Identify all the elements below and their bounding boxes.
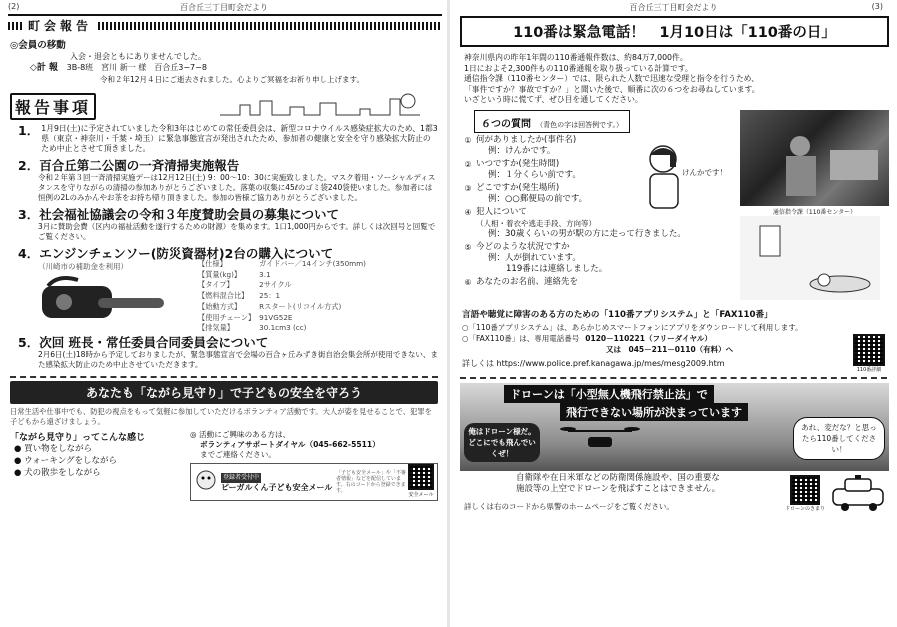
watch-banner: あなたも「ながら見守り」で子どもの安全を守ろう (10, 381, 438, 404)
qr-code-icon[interactable] (408, 464, 434, 490)
police-scene-illustration (740, 216, 880, 300)
chainsaw-illustration (38, 272, 168, 330)
item-number: 4． (18, 246, 40, 261)
drone-speech-right: あれ、変だな？と思ったら110番してください！ (793, 417, 885, 460)
spec-key: 【仕様】 (198, 259, 227, 269)
report-item-3 (18, 208, 448, 242)
page-header (450, 0, 897, 12)
photo-caption: 通信指令課（110番センター） (772, 208, 857, 216)
app-title: 言語や聴覚に障害のある方のための「110番アプリシステム」と「FAX110番」 (462, 309, 773, 320)
item-title: エンジンチェンソー(防災資器材)2台の購入について (39, 246, 334, 261)
list-item: ● 買い物をしながら (14, 444, 93, 454)
drone-line: 自衛隊や在日米軍などの防衛関係施設や、国の重要な (516, 472, 720, 483)
item-title: 百合丘第二公園の一斉清掃実施報告 (39, 158, 240, 173)
qr-caption: ドローンのきまり (785, 505, 825, 512)
report-item-4 (18, 247, 448, 334)
page-number: (2) (8, 2, 20, 11)
spec-key: 【タイプ】 (198, 280, 234, 290)
watch-list (14, 443, 190, 479)
membership-line: 入会・退会ともにありませんでした。 (70, 52, 206, 61)
obituary-label: ◇計 報 (30, 63, 59, 73)
mascot-icon (194, 468, 218, 496)
intro-line: 通信指令課（110番センター）では、限られた人数で迅速な受理と指令を行うため、 (464, 74, 759, 83)
spec-key: 【質量(kg)】 (198, 269, 242, 279)
item-number: 1． (18, 123, 40, 138)
drone-section (460, 383, 889, 515)
intro-text (464, 53, 887, 106)
spec-key: 【燃料混合比】 (198, 291, 249, 301)
questions-note: （青色の字は回答例です。） (536, 120, 624, 129)
divider (460, 377, 887, 379)
question-item: ① 何がありましたか(事件名) 例：けんかです。 (464, 134, 577, 156)
app-url[interactable]: 詳しくは https://www.police.pref.kanagawa.jp/mes/mesg2009.htm (462, 358, 725, 368)
question-item: ③ どこですか(発生場所) 例：○○郵便局の前です。 (464, 182, 588, 204)
item-number: 5． (18, 335, 40, 350)
contact-tail: までご連絡ください。 (200, 450, 276, 459)
item-body: 3月に賛助会費（区内の福祉活動を遂行するための財源）を集めます。1口1,000円からです。詳しくは次回号と回覧でご覧ください。 (38, 222, 436, 241)
spec-row (198, 313, 370, 324)
newsletter-title: 百合丘三丁目町会だより (180, 3, 268, 12)
contact-head: ◎ 活動にご興味のある方は、 (190, 430, 291, 439)
spec-value: Rスタート(リコイル方式) (259, 301, 342, 311)
app-line: ○「110番アプリシステム」は、あらかじめスマートフォンにアプリをダウンロードして利用します。 (462, 322, 803, 332)
mail-title: ピーガルくん子ども安全メール (221, 482, 333, 492)
qr-caption: 110番詳細 (856, 366, 882, 373)
cityscape-illustration (220, 93, 420, 117)
item-title: 次回 班長・常任委員合同委員会について (39, 335, 269, 350)
contact-name: ボランティアサポートダイヤル（045-662-5511） (200, 440, 380, 449)
membership-heading: ◎会員の移動 (10, 40, 66, 51)
watch-subhead: 「ながら見守り」ってこんな感じ (10, 433, 146, 443)
question-item: ⑤ 今どのような状況ですか 例：人が倒れています。 119番には連絡しました。 (464, 241, 608, 274)
questions-title: ６つの質問 (481, 118, 531, 130)
chainsaw-caption: （川崎市の補助金を利用） (38, 262, 128, 271)
spec-table (198, 259, 370, 334)
watch-contact (190, 430, 438, 501)
police-car-icon (829, 475, 887, 513)
fax-label: ○「FAX110番」は、専用電話番号 (462, 333, 580, 343)
answer-example: 例：けんかです。 (488, 145, 556, 156)
question-text: あなたのお名前、連絡先を (476, 276, 579, 287)
intro-line: 神奈川県内の昨年1年間の110番通報件数は、約84万7,000件。 (464, 53, 688, 62)
spec-value: 25：1 (259, 291, 281, 301)
speech-text: けんかです！ (682, 167, 727, 177)
intro-line: いざという時に慌てず、ぜひ目を通してください。 (464, 95, 643, 104)
watch-intro: 日常生活や仕事中でも、防犯の視点をもって気軽に参加していただけるボランティア活動です。大人が姿を見せることで、犯罪を子どもから遠ざけましょう。 (10, 407, 432, 426)
spec-key: 【始動方式】 (198, 301, 242, 311)
mail-badge: 登録者受付中 (223, 473, 260, 481)
section-title: 町会報告 (28, 19, 93, 33)
intro-line: 1日におよそ2,300件もの110番通報を取り扱っている計算です。 (464, 63, 693, 73)
list-item: ● 犬の散歩をしながら (14, 468, 101, 478)
question-text: 今どのような状況ですか (476, 241, 570, 252)
drone-banner-1: ドローンは「小型無人機飛行禁止法」で (504, 385, 714, 403)
spec-row (198, 270, 370, 281)
spec-value: 91VG52E (259, 312, 293, 322)
app-section (462, 308, 889, 373)
divider (10, 376, 438, 378)
answer-example: 例：１分くらい前です。 (488, 169, 581, 180)
questions-panel (460, 110, 740, 304)
answer-example: 119番には連絡しました。 (506, 263, 608, 274)
item-body: 2月6日(土)18時から予定しておりましたが、緊急事態宣言で会場の百合ヶ丘みずき街自治会集会所が使用できない、また感染拡大防止のため中止させていただきます。 (38, 350, 438, 369)
drone-speech-left: 俺はドローン様だ。どこにでも飛んでいくぜ！ (464, 423, 540, 462)
spec-value: 30.1cm3 (cc) (259, 323, 307, 333)
item-number: 3． (18, 207, 40, 222)
report-item-2 (18, 159, 448, 203)
report-heading-row (0, 91, 448, 119)
drone-footer: 詳しくは右のコードから県警のホームページをご覧ください。 (464, 501, 674, 511)
command-center-photo (740, 110, 889, 206)
answer-example: 例：人が倒れています。 (488, 252, 581, 263)
question-text: 何がありましたか(事件名) (476, 134, 577, 145)
item-number: 2． (18, 158, 40, 173)
fax-number-free: 0120－110221（フリーダイヤル） (585, 333, 712, 343)
page-header (0, 0, 448, 12)
membership-block (10, 37, 448, 85)
question-text: 犯人について (476, 206, 527, 217)
spec-key: 【使用チェーン】 (198, 312, 256, 322)
item-title: 社会福祉協議会の令和３年度賛助会員の募集について (39, 207, 339, 222)
right-page (450, 0, 897, 627)
spec-key: 【排気量】 (198, 323, 234, 333)
officer-photo-icon (740, 110, 889, 206)
item-body: 1月9日(土)に予定されていました令和3年はじめての常任委員会は、新型コロナウイルス感染症拡大のため、1都3県（東京・神奈川・千葉・埼玉）に緊急事態宣言が発出されたため、参加者の健康と安全を守り感染拡大防止のため中止とさせて頂きました。 (41, 124, 438, 153)
qr-code-icon[interactable] (790, 475, 820, 505)
report-item-1 (18, 119, 448, 154)
drone-body (516, 473, 720, 495)
section-banner (8, 14, 442, 34)
fax-number-paid: 又は 045－211－0110（有料）へ (606, 344, 734, 354)
report-title: 報告事項 (10, 93, 96, 120)
spec-row (198, 280, 370, 291)
obituary-text: 3B-8班 宮川 新一 様 百合丘3−7−8 (66, 63, 207, 72)
photo-column (740, 110, 889, 304)
spec-value: ガイドバー／14インチ(350mm) (259, 259, 366, 269)
spec-row (198, 291, 370, 302)
page-number: (3) (871, 2, 883, 11)
mail-note: 「子ども安全メール」や「不審者情報」などを配信しています。右のコードから登録できます。 (336, 470, 406, 494)
watch-section (10, 381, 438, 501)
newsletter-title: 百合丘三丁目町会だより (629, 3, 718, 12)
spec-row (198, 259, 370, 270)
left-page (0, 0, 448, 627)
item-body: 令和２年第３回一斉清掃実施デーは12月12日(土) 9：00～10：30に実施致しました。マスク着用・ソーシャルディスタンスを守りながらの清掃の参加ありがとうございました。落葉の収集に45ℓのゴミ袋240袋使いました。参加者には恒例の2Lのみかんやお茶をお持ち帰り頂きました。参加の皆様ご協力ありがとうございました。 (38, 173, 436, 202)
spec-value: 3.1 (259, 269, 271, 279)
question-item: ⑥ あなたのお名前、連絡先を (464, 276, 579, 287)
drone-icon (560, 421, 640, 461)
question-item: ② いつですか(発生時間) 例：１分くらい前です。 (464, 158, 581, 180)
question-subtext: （人相・着衣や逃走手段、方向等） (476, 218, 596, 228)
answer-example: 例：○○郵便局の前です。 (488, 193, 588, 204)
question-text: どこですか(発生場所) (476, 182, 560, 193)
spec-value: 2サイクル (259, 280, 292, 290)
drone-banner-2: 飛行できない場所が決まっています (560, 403, 748, 421)
drone-line: 施設等の上空でドローンを飛ばすことはできません。 (516, 483, 721, 494)
question-text: いつですか(発生時間) (476, 158, 560, 169)
qr-label: 安全メール (408, 492, 434, 498)
list-item: ● ウォーキングをしながら (14, 456, 118, 466)
qr-code-icon[interactable] (853, 334, 885, 366)
answer-example: 例：30歳くらいの男が駅の方に走って行きました。 (488, 228, 686, 239)
title-box: 110番は緊急電話！ 1月10日は「110番の日」 (460, 16, 889, 47)
spec-row (198, 302, 370, 313)
question-item: ④ 犯人について （人相・着衣や逃走手段、方向等） 例：30歳くらいの男が駅の方に走って行きました。 (464, 206, 686, 239)
spec-row (198, 323, 370, 334)
report-item-5 (18, 336, 448, 370)
obituary-note: 令和２年12月４日にご逝去されました。心よりご冥福をお祈り申し上げます。 (100, 75, 364, 84)
caller-illustration (638, 141, 727, 215)
intro-line: 「事件ですか？事故ですか？」と聞いた後で、順番に次の６つをお尋ねしています。 (464, 84, 760, 94)
